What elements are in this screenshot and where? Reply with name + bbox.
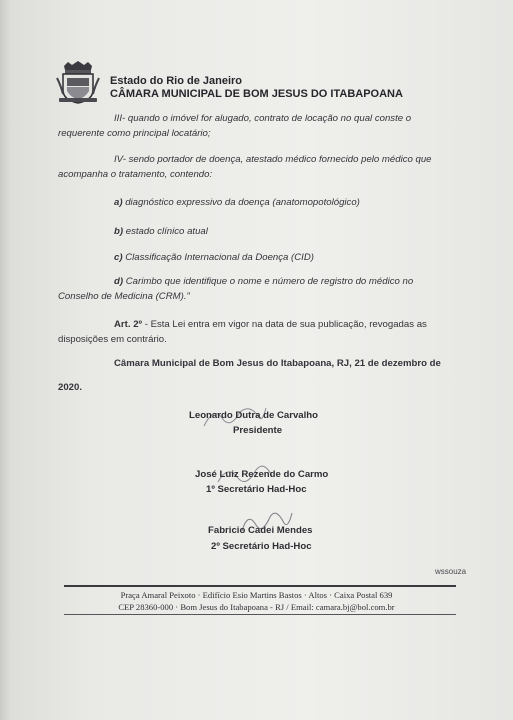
footer-rule xyxy=(64,585,456,587)
signature-1-role: Presidente xyxy=(233,425,283,436)
item-iv-text-cont: acompanha o tratamento, contendo: xyxy=(58,169,213,180)
closing-line: Câmara Municipal de Bom Jesus do Itabapoana, RJ, 21 de dezembro de xyxy=(114,358,441,369)
item-b-label: b) xyxy=(114,226,124,237)
item-iii-text-cont: requerente como principal locatário; xyxy=(58,128,211,139)
item-iii-label: III- xyxy=(114,113,126,124)
item-a-label: a) xyxy=(114,197,123,208)
item-iv-label: IV- xyxy=(114,154,126,165)
item-d-text-cont: Conselho de Medicina (CRM).” xyxy=(58,291,190,302)
page-shadow xyxy=(0,0,10,720)
footer-address: Praça Amaral Peixoto · Edifício Esio Martins Bastos · Altos · Caixa Postal 639 xyxy=(120,590,393,600)
footer-rule-bottom xyxy=(64,614,456,615)
item-a-text: diagnóstico expressivo da doença (anatomopotológico) xyxy=(125,197,360,208)
signature-3-role: 2º Secretário Had-Hoc xyxy=(211,541,312,552)
item-d-label: d) xyxy=(114,276,124,287)
item-c xyxy=(58,250,458,265)
item-b xyxy=(58,224,458,239)
article-2-text-cont: disposições em contrário. xyxy=(58,334,167,345)
signature-2-role: 1º Secretário Had-Hoc xyxy=(206,484,307,495)
item-c-label: c) xyxy=(114,252,123,263)
item-d-text: Carimbo que identifique o nome e número de registro do médico no xyxy=(125,276,414,287)
item-iii xyxy=(58,111,458,126)
article-2 xyxy=(58,317,458,332)
item-d xyxy=(58,274,458,289)
chamber-name: CÂMARA MUNICIPAL DE BOM JESUS DO ITABAPOANA xyxy=(110,88,403,100)
footer-contact: CEP 28360-000 · Bom Jesus do Itabapoana - RJ / Email: camara.bj@bol.com.br xyxy=(118,602,395,612)
municipal-coat-of-arms-icon xyxy=(55,60,101,104)
state-name: Estado do Rio de Janeiro xyxy=(110,75,243,87)
signature-2-name: José Luiz Rezende do Carmo xyxy=(195,469,329,480)
closing-year: 2020. xyxy=(58,382,83,393)
item-c-text: Classificação Internacional da Doença (CID) xyxy=(125,252,314,263)
item-b-text: estado clínico atual xyxy=(125,226,208,237)
item-iii-text: quando o imóvel for alugado, contrato de locação no qual conste o xyxy=(127,113,412,124)
signature-3-name: Fabricio Cadei Mendes xyxy=(208,525,313,536)
article-2-label: Art. 2º xyxy=(114,319,143,330)
signature-1-name: Leonardo Dutra de Carvalho xyxy=(189,410,319,421)
item-iv-text: sendo portador de doença, atestado médico fornecido pelo médico que xyxy=(128,154,432,165)
article-2-text: - Esta Lei entra em vigor na data de sua publicação, revogadas as xyxy=(144,319,427,330)
typist-mark: wssouza xyxy=(435,567,467,576)
item-iv xyxy=(58,152,458,167)
item-a xyxy=(58,195,458,210)
